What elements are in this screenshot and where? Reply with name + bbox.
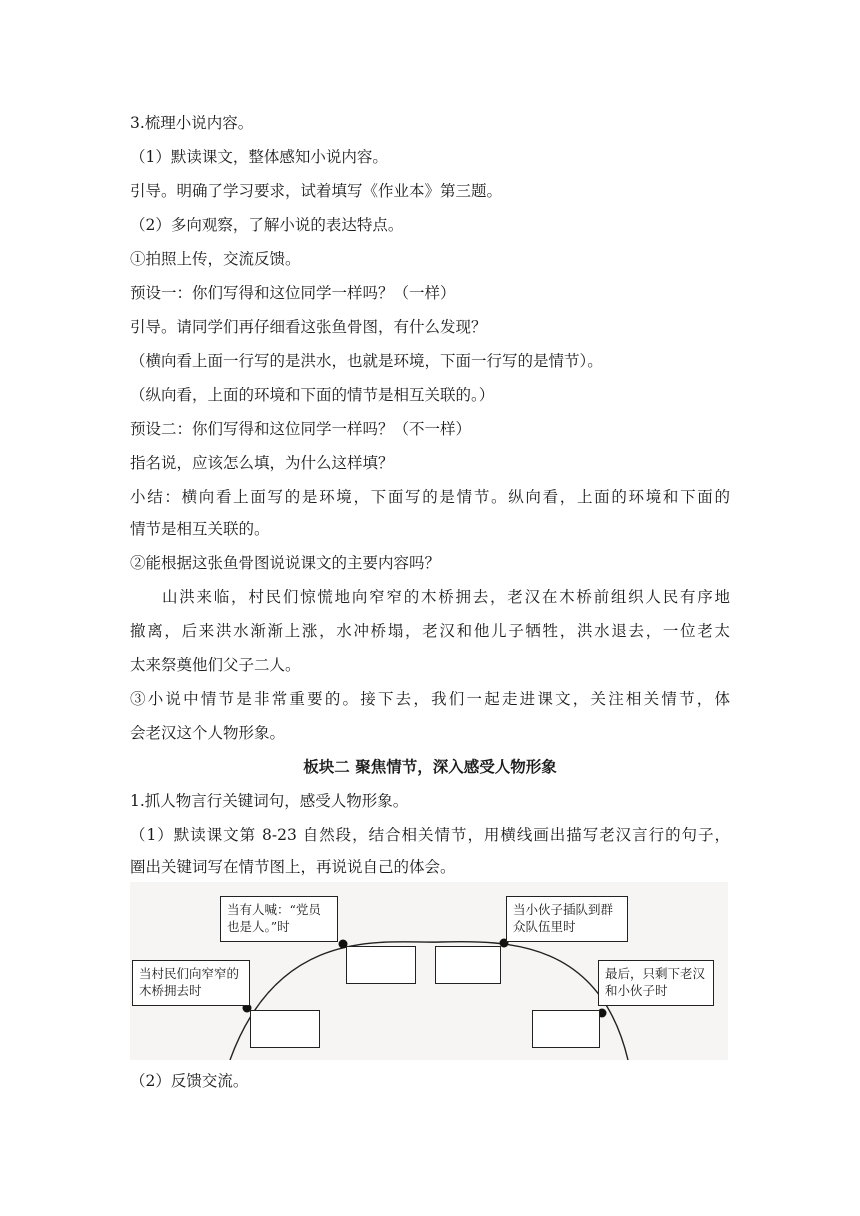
plot-label-4-line-b: 和小伙子时: [605, 983, 668, 998]
heading-3: 3.梳理小说内容。: [130, 114, 254, 132]
task-1-step-1-line-2: 圈出关键词写在情节图上，再说说自己的体会。: [130, 858, 456, 876]
plot-box-4: [532, 1010, 600, 1048]
task-1: 1.抓人物言行关键词句，感受人物形象。: [130, 792, 409, 810]
summary-line-2: 情节是相互关联的。: [130, 520, 270, 538]
preset-2: 预设二：你们写得和这位同学一样吗？（不一样）: [130, 420, 472, 438]
plot-label-1-line-b: 木桥拥去时: [139, 983, 202, 998]
plot-label-3: [506, 896, 628, 942]
plot-arc-diagram: [130, 882, 728, 1060]
plot-label-4: [598, 960, 714, 1006]
plot-label-2-line-b: 也是人。”时: [227, 919, 290, 934]
section-title: 板块二 聚焦情节，深入感受人物形象: [303, 757, 557, 776]
guide-1: 引导。明确了学习要求，试着填写《作业本》第三题。: [130, 182, 503, 200]
plot-label-3-line-a: 当小伙子插队到群: [513, 902, 614, 917]
step-1: （1）默读课文，整体感知小说内容。: [130, 148, 388, 166]
plot-box-1: [250, 1010, 320, 1048]
item-1: ①拍照上传，交流反馈。: [130, 250, 301, 268]
guide-2: 引导。请同学们再仔细看这张鱼骨图，有什么发现？: [130, 318, 487, 336]
task-1-step-1-line-1: （1）默读课文第 8-23 自然段，结合相关情节，用横线画出描写老汉言行的句子，: [130, 826, 730, 844]
content-line-1: 山洪来临，村民们惊慌地向窄窄的木桥拥去，老汉在木桥前组织人民有序地: [162, 588, 730, 606]
content-line-2: 撤离，后来洪水渐渐上涨，水冲桥塌，老汉和他儿子牺牲，洪水退去，一位老太: [130, 622, 730, 640]
item-2: ②能根据这张鱼骨图说说课文的主要内容吗？: [130, 554, 441, 572]
content-line-3: 太来祭奠他们父子二人。: [130, 656, 301, 674]
step-2: （2）多向观察，了解小说的表达特点。: [130, 216, 404, 234]
item-3-line-2: 会老汉这个人物形象。: [130, 724, 286, 742]
preset-1: 预设一：你们写得和这位同学一样吗？（一样）: [130, 284, 456, 302]
plot-box-2: [346, 946, 416, 984]
plot-label-1-line-a: 当村民们向窄窄的: [139, 966, 240, 981]
summary-line-1: 小结：横向看上面写的是环境，下面写的是情节。纵向看，上面的环境和下面的: [130, 488, 730, 506]
note-horizontal: （横向看上面一行写的是洪水，也就是环境，下面一行写的是情节）。: [130, 352, 603, 370]
prompt-1: 指名说，应该怎么填，为什么这样填？: [130, 454, 394, 472]
plot-label-4-line-a: 最后，只剩下老汉: [605, 966, 706, 981]
plot-label-2: [220, 896, 338, 942]
item-3-line-1: ③小说中情节是非常重要的。接下去，我们一起走进课文，关注相关情节，体: [130, 690, 730, 708]
note-vertical: （纵向看，上面的环境和下面的情节是相互关联的。）: [130, 386, 495, 404]
plot-label-3-line-b: 众队伍里时: [513, 919, 576, 934]
plot-label-1: [132, 960, 250, 1006]
task-1-step-2: （2）反馈交流。: [130, 1072, 249, 1090]
plot-box-3: [435, 946, 501, 984]
plot-label-2-line-a: 当有人喊：“党员: [227, 902, 321, 917]
